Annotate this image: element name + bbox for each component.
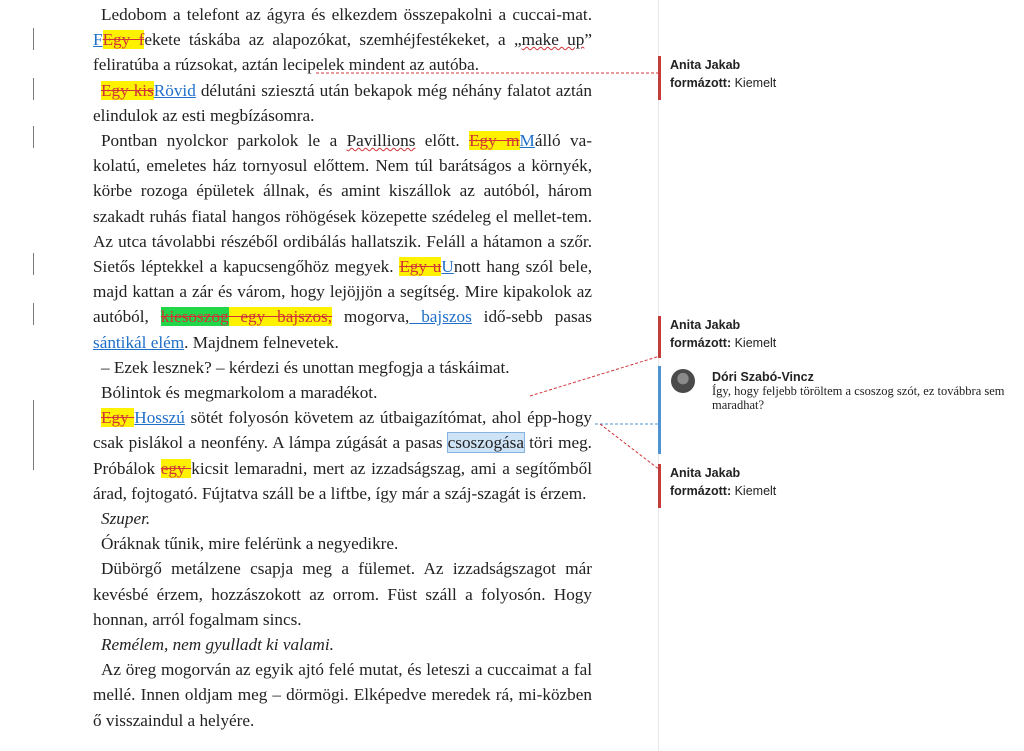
- balloon-label: formázott:: [670, 336, 732, 350]
- paragraph-10: Remélem, nem gyulladt ki valami.: [101, 635, 334, 655]
- paragraph-7: Szuper.: [101, 509, 151, 529]
- deletion[interactable]: egy bajszos,: [228, 307, 333, 327]
- change-bar: [33, 126, 34, 148]
- paragraph-6: Egy Hosszú sötét folyosón követem az útbaigazítómat, ahol épp-hogy csak pislákol a neonfény. A lámpa zúgását a pasas csoszogása töri meg. Próbálok egy kicsit lemaradni, mert az izzadságszag, ami a segítőmből árad, fojtogató. Fújtatva száll be a liftbe, így már a száj-szagát is érzem.: [93, 408, 593, 503]
- format-balloon-2[interactable]: [658, 316, 1018, 358]
- deletion[interactable]: Egy f: [102, 30, 145, 50]
- balloon-label: formázott:: [670, 76, 732, 90]
- comment-balloon[interactable]: [658, 366, 1018, 454]
- format-balloon-3[interactable]: [658, 464, 1018, 508]
- deletion[interactable]: kiesoszog: [160, 307, 229, 327]
- deletion[interactable]: Egy u: [399, 257, 442, 277]
- avatar: [671, 369, 695, 393]
- change-bar: [33, 28, 34, 50]
- insertion[interactable]: F: [93, 30, 103, 50]
- deletion[interactable]: Egy: [101, 408, 135, 428]
- balloon-value: Kiemelt: [734, 76, 777, 90]
- paragraph-1: Ledobom a telefont az ágyra és elkezdem összepakolni a cuccai-mat. FEgy fekete táskába az alapozókat, szemhéjfestékeket, a „make up” feliratúba a rúzsokat, aztán lecipelek mindent az autóba.: [93, 5, 592, 75]
- paragraph-9: Dübörgő metálzene csapja meg a fülemet. Az izzadságszagot már kevésbé érzem, hozzászokott az orrom. Füst száll a folyosón. Hogy honnan, arról fogalmam sincs.: [93, 559, 592, 629]
- balloon-value: Kiemelt: [734, 336, 777, 350]
- balloon-value: Kiemelt: [734, 484, 777, 498]
- insertion[interactable]: bajszos: [409, 307, 472, 327]
- deletion[interactable]: Egy kis: [101, 80, 154, 100]
- change-bar: [33, 253, 34, 275]
- change-bar: [33, 303, 34, 325]
- balloon-author: Anita Jakab: [670, 466, 741, 480]
- insertion[interactable]: M: [519, 131, 535, 151]
- spelling-error[interactable]: Pavillions: [346, 131, 416, 151]
- deletion[interactable]: egy: [160, 458, 192, 478]
- balloon-author: Anita Jakab: [670, 318, 741, 332]
- insertion[interactable]: sántikál elém: [93, 332, 185, 352]
- format-balloon-1[interactable]: [658, 56, 1018, 100]
- change-bar: [33, 78, 34, 100]
- insertion[interactable]: Hosszú: [134, 408, 185, 428]
- comment-text[interactable]: Így, hogy feljebb töröltem a csoszog szót, ez továbbra sem maradhat?: [712, 384, 1005, 412]
- change-bar: [33, 400, 34, 470]
- comment-author: Dóri Szabó-Vincz: [712, 370, 814, 384]
- paragraph-5: Bólintok és megmarkolom a maradékot.: [101, 383, 378, 403]
- insertion[interactable]: Rövid: [153, 80, 196, 100]
- spelling-error[interactable]: make up: [521, 30, 585, 50]
- paragraph-8: Óráknak tűnik, mire felérünk a negyedikre.: [101, 534, 399, 554]
- balloon-label: formázott:: [670, 484, 732, 498]
- balloon-author: Anita Jakab: [670, 58, 741, 72]
- paragraph-11: Az öreg mogorván az egyik ajtó felé mutat, és leteszi a cuccaimat a fal mellé. Innen oldjam meg – dörmögi. Elképedve meredek rá, mi-közben ő visszaindul a helyére.: [93, 660, 592, 730]
- deletion[interactable]: Egy m: [469, 131, 520, 151]
- paragraph-4: – Ezek lesznek? – kérdezi és unottan megfogja a táskáimat.: [101, 357, 510, 377]
- document-body[interactable]: [93, 2, 592, 733]
- insertion[interactable]: U: [441, 257, 454, 277]
- paragraph-2: Egy kisRövid délutáni sziesztá után bekapok még néhány falatot aztán elindulok az esti megbízásomra.: [93, 80, 592, 125]
- paragraph-3: Pontban nyolckor parkolok le a Pavillions előtt. Egy mMálló va-kolatú, emeletes ház tornyosul előttem. Nem túl barátságos a környék, körbe rozoga épületek állnak, és amint kiszállok az autóból, három szakadt ruhás fiatal hangos röhögések közepette szédeleg el mellet-tem. Az utca távolabbi részéből ordibálás hallatszik. Feláll a hátamon a szőr. Sietős léptekkel a kapucsengőhöz megyek. Egy uUnott hang szól bele, majd kattan a zár és várom, hogy lejöjjön a segítség. Mire kipakolok az autóból, kiesoszog egy bajszos, mogorva, bajszos idő-sebb pasas sántikál elém. Majdnem felnevetek.: [93, 131, 592, 352]
- commented-selection[interactable]: csoszogása: [447, 433, 524, 453]
